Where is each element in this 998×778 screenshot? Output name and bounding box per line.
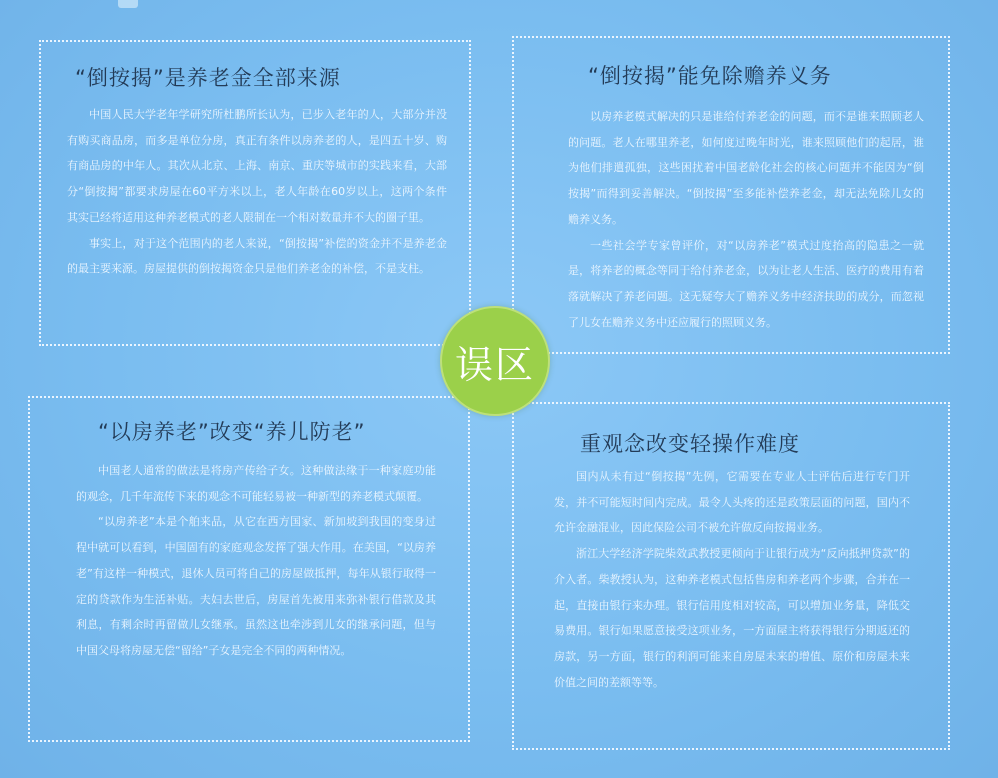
myth-badge <box>440 306 550 416</box>
panel-body <box>554 464 910 695</box>
paragraph: 中国人民大学老年学研究所杜鹏所长认为，已步入老年的人，大部分并没有购买商品房，而多是单位分房，真正有条件以房养老的人，是四五十岁、购有商品房的中年人。其次从北京、上海、南京、重庆等城市的实践来看，大部分“倒按揭”都要求房屋在60平方米以上，老人年龄在60岁以上，这两个条件其实已经将适用这种养老模式的老人限制在一个相对数量并不大的圈子里。 <box>67 108 447 224</box>
top-decoration <box>118 0 138 8</box>
panel-body <box>67 102 447 282</box>
panel-title: “倒按揭”能免除赡养义务 <box>588 64 832 88</box>
myth-panel-2 <box>512 36 950 354</box>
paragraph: 浙江大学经济学院柴效武教授更倾向于让银行成为“反向抵押贷款”的介入者。柴教授认为，这种养老模式包括售房和养老两个步骤，合并在一起，直接由银行来办理。银行信用度相对较高，可以增加业务量，降低交易费用。银行如果愿意接受这项业务，一方面屋主将获得银行分期返还的房款，另一方面，银行的利润可能来自房屋未来的增值、原价和房屋未来价值之间的差额等等。 <box>554 547 910 689</box>
paragraph: 事实上，对于这个范围内的老人来说，“倒按揭”补偿的资金并不是养老金的最主要来源。房屋提供的倒按揭资金只是他们养老金的补偿，不是支柱。 <box>67 236 447 276</box>
panel-body <box>76 458 436 664</box>
badge-label: 误区 <box>454 342 535 387</box>
myth-panel-3 <box>28 396 470 742</box>
paragraph: 中国老人通常的做法是将房产传给子女。这种做法缘于一种家庭功能的观念，几千年流传下来的观念不可能轻易被一种新型的养老模式颠覆。 <box>76 464 436 503</box>
panel-title: “倒按揭”是养老金全部来源 <box>75 66 341 90</box>
panel-title: “以房养老”改变“养儿防老” <box>98 420 366 444</box>
myth-panel-4 <box>512 402 950 750</box>
panel-body <box>568 104 924 335</box>
myth-panel-1 <box>39 40 471 346</box>
paragraph: 以房养老模式解决的只是谁给付养老金的问题，而不是谁来照顾老人的问题。老人在哪里养老，如何度过晚年时光，谁来照顾他们的起居，谁为他们排遣孤独，这些困扰着中国老龄化社会的核心问题并不能因为“倒按揭”而得到妥善解决。“倒按揭”至多能补偿养老金，却无法免除儿女的赡养义务。 <box>568 110 924 226</box>
paragraph: 一些社会学专家曾评价，对“以房养老”模式过度抬高的隐患之一就是，将养老的概念等同于给付养老金，以为让老人生活、医疗的费用有着落就解决了养老问题。这无疑夸大了赡养义务中经济扶助的成分，而忽视了儿女在赡养义务中还应履行的照顾义务。 <box>568 238 924 329</box>
paragraph: 国内从未有过“倒按揭”先例，它需要在专业人士评估后进行专门开发，并不可能短时间内完成。最令人头疼的还是政策层面的问题，国内不允许金融混业，因此保险公司不被允许做反向按揭业务。 <box>554 470 910 535</box>
paragraph: “以房养老”本是个舶来品，从它在西方国家、新加坡到我国的变身过程中就可以看到，中国固有的家庭观念发挥了强大作用。在美国，“以房养老”有这样一种模式，退休人员可将自己的房屋做抵押，每年从银行取得一定的贷款作为生活补贴。夫妇去世后，房屋首先被用来弥补银行借款及其利息，有剩余时再留做儿女继承。虽然这也牵涉到儿女的继承问题，但与中国父母将房屋无偿“留给”子女是完全不同的两种情况。 <box>76 515 436 657</box>
panel-title: 重观念改变轻操作难度 <box>580 432 800 456</box>
